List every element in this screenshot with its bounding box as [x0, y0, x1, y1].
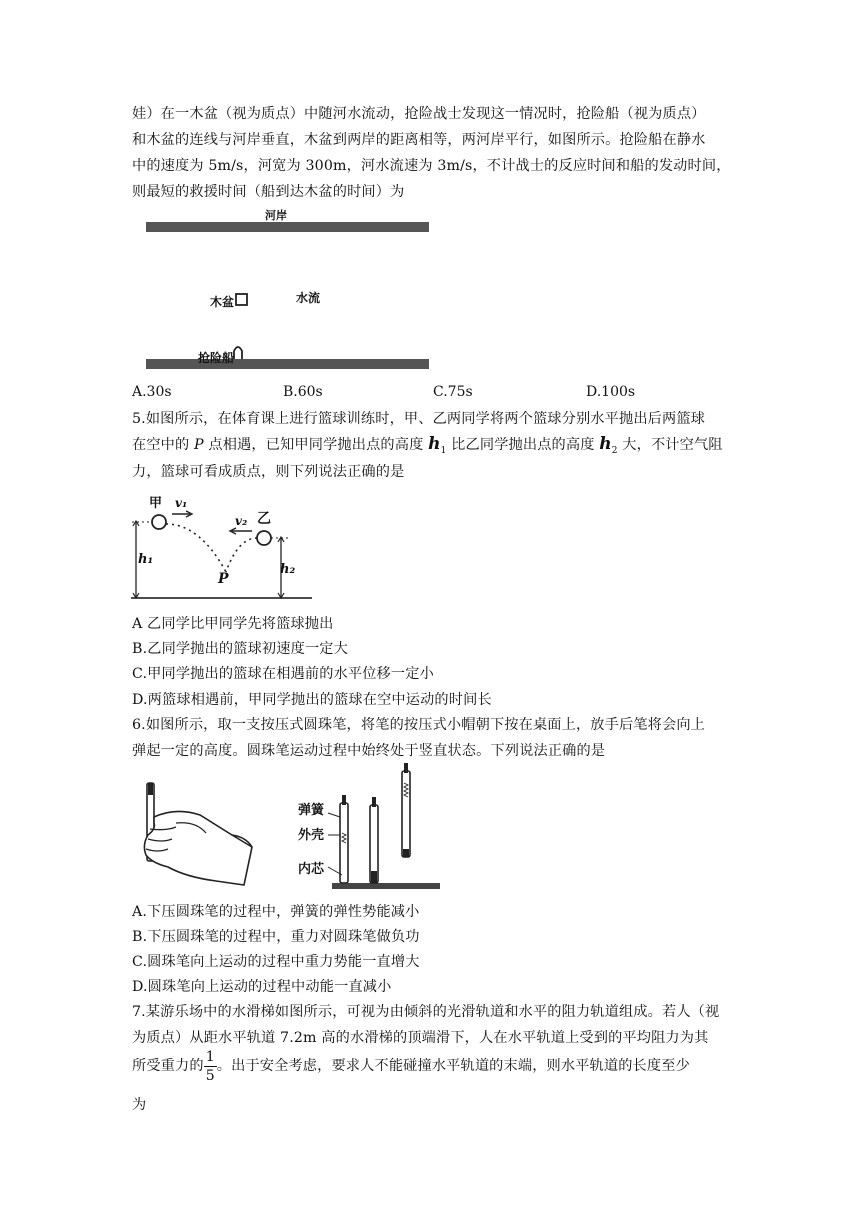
q4-option-a: A.30s: [132, 384, 172, 400]
pen-compressed: [340, 795, 348, 883]
v2-label: v₂: [235, 514, 248, 528]
q7-text-line-2: 为质点）从距水平轨道 7.2m 高的水滑梯的顶端滑下，人在水平轨道上受到的平均阻力为其: [132, 1030, 709, 1046]
q7-text-line-4: 为: [132, 1097, 147, 1113]
q6-option-b: B.下压圆珠笔的过程中，重力对圆珠笔做负功: [132, 929, 420, 945]
upper-bank: [146, 222, 429, 232]
h1-label: h₁: [138, 552, 154, 567]
pen-airborne: [402, 763, 410, 857]
q6-option-c: C.圆珠笔向上运动的过程中重力势能一直增大: [132, 954, 420, 970]
hand-illustration: [144, 783, 252, 885]
bank-label: 河岸: [265, 209, 287, 222]
q4-text-line-3: 中的速度为 5m/s，河宽为 300m，河水流速为 3m/s，不计战士的反应时间和船的发动时间，: [132, 158, 731, 174]
yi-label: 乙: [257, 511, 271, 527]
q4-text-line-2: 和木盆的连线与河岸垂直，木盆到两岸的距离相等，两河岸平行，如图所示。抢险船在静水: [132, 132, 706, 148]
ball-jia: [152, 515, 166, 529]
basketball-figure: [128, 486, 313, 604]
pen-figure: [136, 763, 440, 895]
q4-option-d: D.100s: [586, 384, 636, 400]
q6-text-line-1: 6.如图所示，取一支按压式圆珠笔，将笔的按压式小帽朝下按在桌面上，放手后笔将会向上: [132, 717, 706, 733]
v1-label: v₁: [175, 496, 188, 510]
shell-label: 外壳: [298, 828, 325, 843]
h2-label: h₂: [280, 562, 296, 577]
q6-option-d: D.圆珠笔向上运动的过程中动能一直减小: [132, 979, 392, 995]
boat-icon: [234, 347, 242, 359]
q5-option-c: C.甲同学抛出的篮球在相遇前的水平位移一定小: [132, 666, 434, 682]
trajectory-jia: [166, 524, 226, 572]
q5-text-line-1: 5.如图所示，在体育课上进行篮球训练时，甲、乙两同学将两个篮球分别水平抛出后两篮球: [132, 411, 706, 427]
basin-label: 木盆: [210, 295, 235, 309]
boat-label: 抢险船: [198, 351, 235, 365]
q5-option-d: D.两篮球相遇前，甲同学抛出的篮球在空中运动的时间长: [132, 692, 492, 708]
lower-bank: [146, 359, 429, 369]
jia-label: 甲: [149, 496, 163, 511]
basin-icon: [236, 294, 247, 305]
q4-option-c: C.75s: [433, 384, 473, 400]
q5-option-a: A 乙同学比甲同学先将篮球抛出: [132, 616, 334, 632]
q7-text-line-3: 所受重力的 $\frac{1}{5}$ 。出于安全考虑，要求人不能碰撞水平轨道的末端，则水平轨道的长度至少: [132, 1048, 690, 1084]
current-label: 水流: [296, 291, 321, 305]
q6-option-a: A.下压圆珠笔的过程中，弹簧的弹性势能减小: [132, 904, 420, 920]
p-label: P: [218, 571, 229, 587]
river-figure: [146, 205, 430, 377]
pen-released: [370, 797, 378, 883]
spring-label: 弹簧: [298, 803, 325, 818]
q4-text-line-1: 娃）在一木盆（视为质点）中随河水流动，抢险战士发现这一情况时，抢险船（视为质点）: [132, 106, 706, 122]
core-label: 内芯: [298, 862, 325, 877]
q6-text-line-2: 弹起一定的高度。圆珠笔运动过程中始终处于竖直状态。下列说法正确的是: [132, 743, 606, 759]
q7-text-line-1: 7.某游乐场中的水滑梯如图所示，可视为由倾斜的光滑轨道和水平的阻力轨道组成。若人（视: [132, 1004, 720, 1020]
q5-text-line-3: 力，篮球可看成质点，则下列说法正确的是: [132, 464, 405, 480]
q5-text-line-2: 在空中的 P 点相遇，已知甲同学抛出点的高度 $h_1$ 比乙同学抛出点的高度 $h_2$ 大，不计空气阻: [132, 434, 723, 456]
q4-option-b: B.60s: [283, 384, 323, 400]
fraction-one-fifth: $\frac{1}{5}$: [205, 1048, 215, 1084]
trajectory-yi: [226, 538, 257, 572]
q4-text-line-4: 则最短的救援时间（船到达木盆的时间）为: [132, 184, 405, 200]
ball-yi: [257, 531, 271, 545]
q5-option-b: B.乙同学抛出的篮球初速度一定大: [132, 641, 348, 657]
desk: [332, 883, 440, 889]
